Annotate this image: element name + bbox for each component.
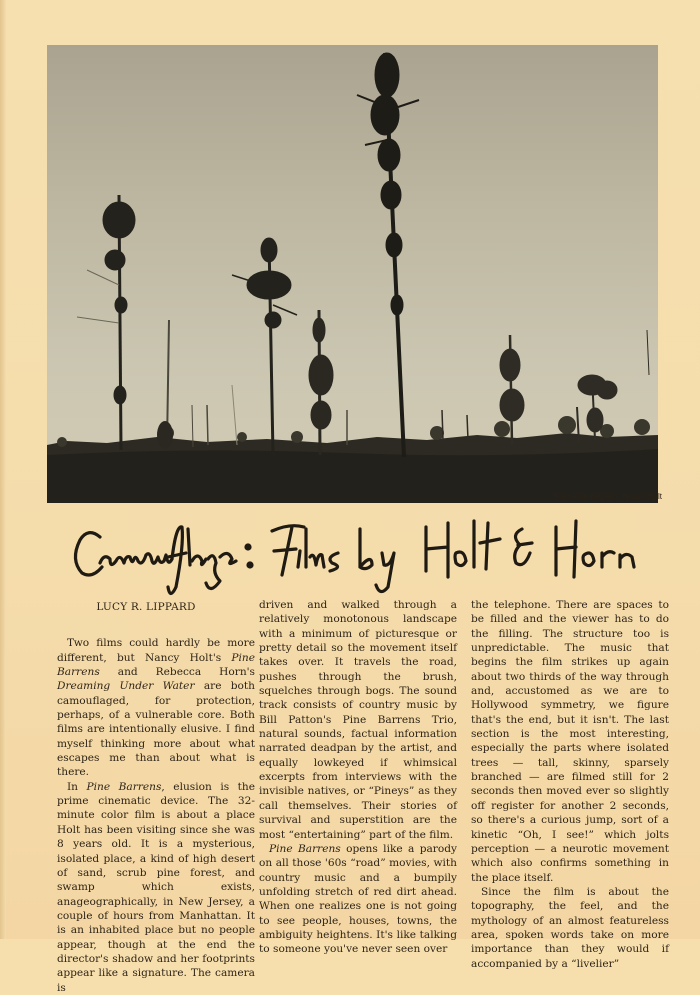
- pine-barrens-photo: [47, 45, 658, 503]
- article-column-3: [471, 598, 669, 971]
- film-title: Pine Barrens: [269, 842, 341, 855]
- headline-script: [60, 505, 660, 600]
- paragraph: Pine Barrens opens like a parody on all those '60s “road” movies, with country music and a bumpily unfolding stretch of red dirt ahead. When one realizes one is not going to see people, houses, towns, the ambiguity heightens. It's like talking to someone you've never seen over: [259, 842, 458, 956]
- page-edge: [0, 0, 6, 939]
- trees-illustration: [47, 45, 658, 503]
- handwritten-headline: [60, 505, 660, 600]
- article-column-1: [57, 598, 255, 995]
- paragraph: Two films could hardly be more different, but Nancy Holt's Pine Barrens and Rebecca Horn's Dreaming Under Water are both camouflaged, for protection, perhaps, of a vulnerable core. Both films are intentionally elusive. I find myself thinking more about what escapes me than about what is there.: [57, 637, 255, 779]
- paragraph: Since the film is about the topography, the feel, and the mythology of an almost featureless area, spoken words take on more importance than they would if accompanied by a “livelier”: [471, 885, 669, 970]
- article-column-2: [259, 598, 457, 957]
- photo-caption: from Pine Barrens, Nancy Holt: [553, 492, 662, 501]
- paragraph: In Pine Barrens, elusion is the prime cinematic device. The 32-minute color film is about a place Holt has been visiting since she was 8 years old. It is a mysterious, isolated place, a kind of high desert of sand, scrub pine forest, and swamp which exists, anageographically, in New Jersey, a couple of hours from Manhattan. It is an inhabited place but no people appear, though at the end the director's shadow and her footprints appear like a signature. The camera is: [57, 780, 256, 994]
- paragraph: the telephone. There are spaces to be filled and the viewer has to do the filling. The structure too is unpredictable. The music that begins the film strikes up again about two thirds of the way through and, accustomed as we are to Hollywood symmetry, we figure that's the end, but it isn't. The last section is the most interesting, especially the parts where isolated trees — tall, skinny, sparsely branched — are filmed still for 2 seconds then moved ever so slightly off register for another 2 seconds, so there's a curious jump, sort of a kinetic “Oh, I see!” which jolts perception — a neurotic movement which also confirms something in the place itself.: [471, 599, 669, 884]
- film-title: Dreaming Under Water: [57, 680, 195, 693]
- film-title: Pine Barrens: [57, 651, 255, 679]
- film-title: Pine Barrens: [86, 780, 162, 793]
- paragraph: driven and walked through a relatively monotonous landscape with a minimum of picturesque or pretty detail so the movement itself takes over. It travels the road, pushes through the brush, squelches through bogs. The sound track consists of country music by Bill Patton's Pine Barrens Trio, natural sounds, factual information narrated deadpan by the artist, and equally lowkeyed if whimsical excerpts from interviews with the invisible natives, or “Pineys” as they call themselves. Their stories of survival and superstition are the most “entertaining” part of the film.: [259, 599, 457, 841]
- author-byline: LUCY R. LIPPARD: [96, 601, 196, 613]
